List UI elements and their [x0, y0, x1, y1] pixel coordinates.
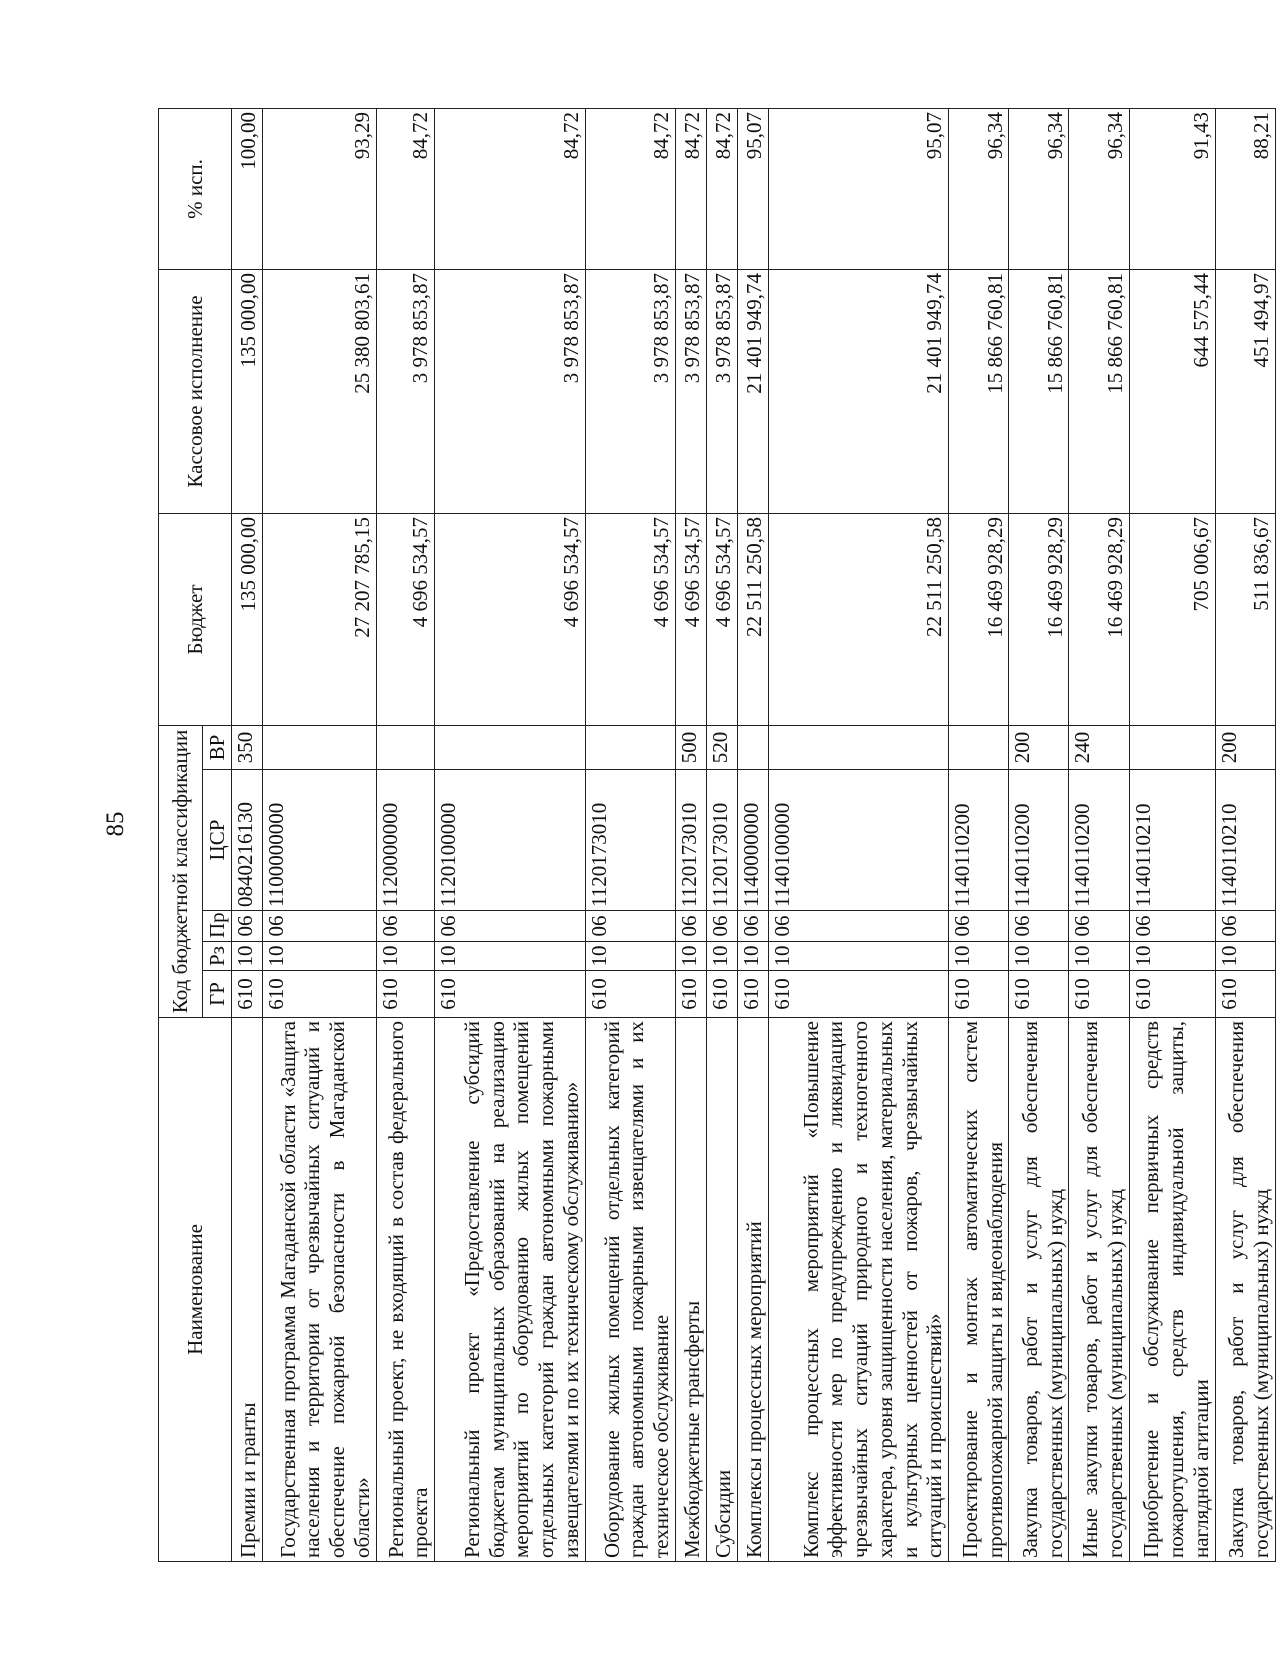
row-vr [949, 726, 1009, 770]
row-percent: 96,34 [1069, 109, 1129, 270]
row-rz: 10 [1009, 942, 1069, 971]
table-row [262, 109, 376, 1562]
row-percent: 84,72 [376, 109, 435, 270]
row-csr: 1120173010 [585, 770, 675, 911]
row-budget: 4 696 534,57 [706, 514, 737, 726]
table-row [706, 109, 737, 1562]
table-row [1009, 109, 1069, 1562]
row-budget: 511 836,67 [1215, 514, 1275, 726]
row-cash: 21 401 949,74 [737, 270, 768, 514]
row-pr: 06 [262, 911, 376, 942]
header-pr: Пр [203, 911, 232, 942]
table-row [1069, 109, 1129, 1562]
row-cash: 644 575,44 [1129, 270, 1215, 514]
table-row [949, 109, 1009, 1562]
row-rz: 10 [376, 942, 435, 971]
row-cash: 25 380 803,61 [262, 270, 376, 514]
row-gr: 610 [1009, 971, 1069, 1018]
row-gr: 610 [949, 971, 1009, 1018]
row-pr: 06 [232, 911, 263, 942]
row-budget: 22 511 250,58 [768, 514, 949, 726]
row-percent: 84,72 [585, 109, 675, 270]
row-rz: 10 [1069, 942, 1129, 971]
row-csr: 1140110210 [1129, 770, 1215, 911]
header-vr: ВР [203, 726, 232, 770]
header-code-group: Код бюджетной классификации [159, 726, 203, 1018]
row-pr: 06 [675, 911, 706, 942]
row-csr: 1120173010 [706, 770, 737, 911]
row-name: Субсидии [706, 1018, 737, 1562]
row-budget: 4 696 534,57 [435, 514, 585, 726]
row-pr: 06 [706, 911, 737, 942]
row-rz: 10 [949, 942, 1009, 971]
row-vr: 200 [1215, 726, 1275, 770]
header-rz: Рз [203, 942, 232, 971]
row-pr: 06 [1069, 911, 1129, 942]
row-percent: 93,29 [262, 109, 376, 270]
row-rz: 10 [706, 942, 737, 971]
header-percent: % исп. [159, 109, 232, 270]
table-row [435, 109, 585, 1562]
row-cash: 451 494,97 [1215, 270, 1275, 514]
row-csr: 1120100000 [435, 770, 585, 911]
row-vr [768, 726, 949, 770]
row-cash: 15 866 760,81 [949, 270, 1009, 514]
row-rz: 10 [768, 942, 949, 971]
row-budget: 16 469 928,29 [1069, 514, 1129, 726]
row-gr: 610 [435, 971, 585, 1018]
row-csr: 1120000000 [376, 770, 435, 911]
row-gr: 610 [768, 971, 949, 1018]
row-budget: 27 207 785,15 [262, 514, 376, 726]
row-name: Комплекс процессных мероприятий «Повышение эффективности мер по предупреждению и ликвидации чрезвычайных ситуаций природного и техногенного характера, уровня защищенности населения, материальных и культурных ценностей от пожаров, чрезвычайных ситуаций и происшествий» [768, 1018, 949, 1562]
row-gr: 610 [1069, 971, 1129, 1018]
header-gr: ГР [203, 971, 232, 1018]
row-vr [585, 726, 675, 770]
row-rz: 10 [435, 942, 585, 971]
row-name: Комплексы процессных мероприятий [737, 1018, 768, 1562]
row-gr: 610 [262, 971, 376, 1018]
row-pr: 06 [1009, 911, 1069, 942]
row-pr: 06 [376, 911, 435, 942]
row-vr: 200 [1009, 726, 1069, 770]
row-cash: 135 000,00 [232, 270, 263, 514]
row-name: Закупка товаров, работ и услуг для обеспечения государственных (муниципальных) нужд [1215, 1018, 1275, 1562]
row-pr: 06 [1129, 911, 1215, 942]
row-pr: 06 [737, 911, 768, 942]
row-vr [376, 726, 435, 770]
row-pr: 06 [1215, 911, 1275, 942]
header-cash: Кассовое исполнение [159, 270, 232, 514]
row-vr: 520 [706, 726, 737, 770]
row-rz: 10 [737, 942, 768, 971]
row-vr: 350 [232, 726, 263, 770]
table-row [737, 109, 768, 1562]
row-percent: 84,72 [675, 109, 706, 270]
row-cash: 3 978 853,87 [706, 270, 737, 514]
row-rz: 10 [262, 942, 376, 971]
row-gr: 610 [675, 971, 706, 1018]
row-csr: 0840216130 [232, 770, 263, 911]
row-csr: 1140100000 [768, 770, 949, 911]
row-vr [435, 726, 585, 770]
row-rz: 10 [1215, 942, 1275, 971]
row-name: Межбюджетные трансферты [675, 1018, 706, 1562]
row-budget: 16 469 928,29 [949, 514, 1009, 726]
table-row [1215, 109, 1275, 1562]
row-csr: 1140110200 [949, 770, 1009, 911]
table-row [585, 109, 675, 1562]
table-row [675, 109, 706, 1562]
row-rz: 10 [675, 942, 706, 971]
row-pr: 06 [768, 911, 949, 942]
row-csr: 1140110200 [1009, 770, 1069, 911]
row-budget: 22 511 250,58 [737, 514, 768, 726]
row-percent: 88,21 [1215, 109, 1275, 270]
row-csr: 1100000000 [262, 770, 376, 911]
table-row [376, 109, 435, 1562]
row-rz: 10 [232, 942, 263, 971]
row-budget: 4 696 534,57 [585, 514, 675, 726]
table-row [1129, 109, 1215, 1562]
table-body [232, 109, 1276, 1562]
row-budget: 135 000,00 [232, 514, 263, 726]
row-cash: 15 866 760,81 [1009, 270, 1069, 514]
row-percent: 84,72 [435, 109, 585, 270]
table-row [232, 109, 263, 1562]
row-name: Закупка товаров, работ и услуг для обеспечения государственных (муниципальных) нужд [1009, 1018, 1069, 1562]
row-rz: 10 [585, 942, 675, 971]
row-gr: 610 [1129, 971, 1215, 1018]
row-cash: 3 978 853,87 [435, 270, 585, 514]
row-cash: 3 978 853,87 [675, 270, 706, 514]
row-cash: 3 978 853,87 [376, 270, 435, 514]
row-budget: 4 696 534,57 [675, 514, 706, 726]
row-pr: 06 [949, 911, 1009, 942]
row-gr: 610 [737, 971, 768, 1018]
row-csr: 1140110200 [1069, 770, 1129, 911]
row-csr: 1140110210 [1215, 770, 1275, 911]
row-percent: 96,34 [1009, 109, 1069, 270]
row-csr: 1120173010 [675, 770, 706, 911]
row-percent: 91,43 [1129, 109, 1215, 270]
row-gr: 610 [706, 971, 737, 1018]
row-name: Региональный проект «Предоставление субсидий бюджетам муниципальных образований на реализацию мероприятий по оборудованию жилых помещений отдельных категорий граждан автономными пожарными извещателями и по их техническому обслуживанию» [435, 1018, 585, 1562]
row-gr: 610 [232, 971, 263, 1018]
rotated-table-wrapper [158, 109, 1276, 1562]
row-percent: 84,72 [706, 109, 737, 270]
row-gr: 610 [1215, 971, 1275, 1018]
row-vr [262, 726, 376, 770]
header-budget: Бюджет [159, 514, 232, 726]
budget-table [158, 108, 1276, 1562]
row-name: Региональный проект, не входящий в состав федерального проекта [376, 1018, 435, 1562]
row-name: Оборудование жилых помещений отдельных категорий граждан автономными пожарными извещателями и их техническое обслуживание [585, 1018, 675, 1562]
header-name: Наименование [159, 1018, 232, 1562]
row-cash: 3 978 853,87 [585, 270, 675, 514]
row-name: Проектирование и монтаж автоматических систем противопожарной защиты и видеонаблюдения [949, 1018, 1009, 1562]
row-name: Государственная программа Магаданской области «Защита населения и территории от чрезвычайных ситуаций и обеспечение пожарной безопасности в Магаданской области» [262, 1018, 376, 1562]
row-percent: 95,07 [737, 109, 768, 270]
row-budget: 705 006,67 [1129, 514, 1215, 726]
row-percent: 100,00 [232, 109, 263, 270]
row-name: Премии и гранты [232, 1018, 263, 1562]
row-cash: 21 401 949,74 [768, 270, 949, 514]
row-name: Приобретение и обслуживание первичных средств пожаротушения, средств индивидуальной защиты, наглядной агитации [1129, 1018, 1215, 1562]
row-gr: 610 [585, 971, 675, 1018]
row-vr [1129, 726, 1215, 770]
row-pr: 06 [435, 911, 585, 942]
row-gr: 610 [376, 971, 435, 1018]
row-name: Иные закупки товаров, работ и услуг для обеспечения государственных (муниципальных) нужд [1069, 1018, 1129, 1562]
header-csr: ЦСР [203, 770, 232, 911]
row-pr: 06 [585, 911, 675, 942]
row-budget: 16 469 928,29 [1009, 514, 1069, 726]
row-vr: 240 [1069, 726, 1129, 770]
table-header [159, 109, 232, 1562]
row-csr: 1140000000 [737, 770, 768, 911]
row-vr: 500 [675, 726, 706, 770]
page-number: 85 [102, 811, 129, 837]
row-vr [737, 726, 768, 770]
row-rz: 10 [1129, 942, 1215, 971]
row-cash: 15 866 760,81 [1069, 270, 1129, 514]
row-percent: 95,07 [768, 109, 949, 270]
row-budget: 4 696 534,57 [376, 514, 435, 726]
table-row [768, 109, 949, 1562]
row-percent: 96,34 [949, 109, 1009, 270]
